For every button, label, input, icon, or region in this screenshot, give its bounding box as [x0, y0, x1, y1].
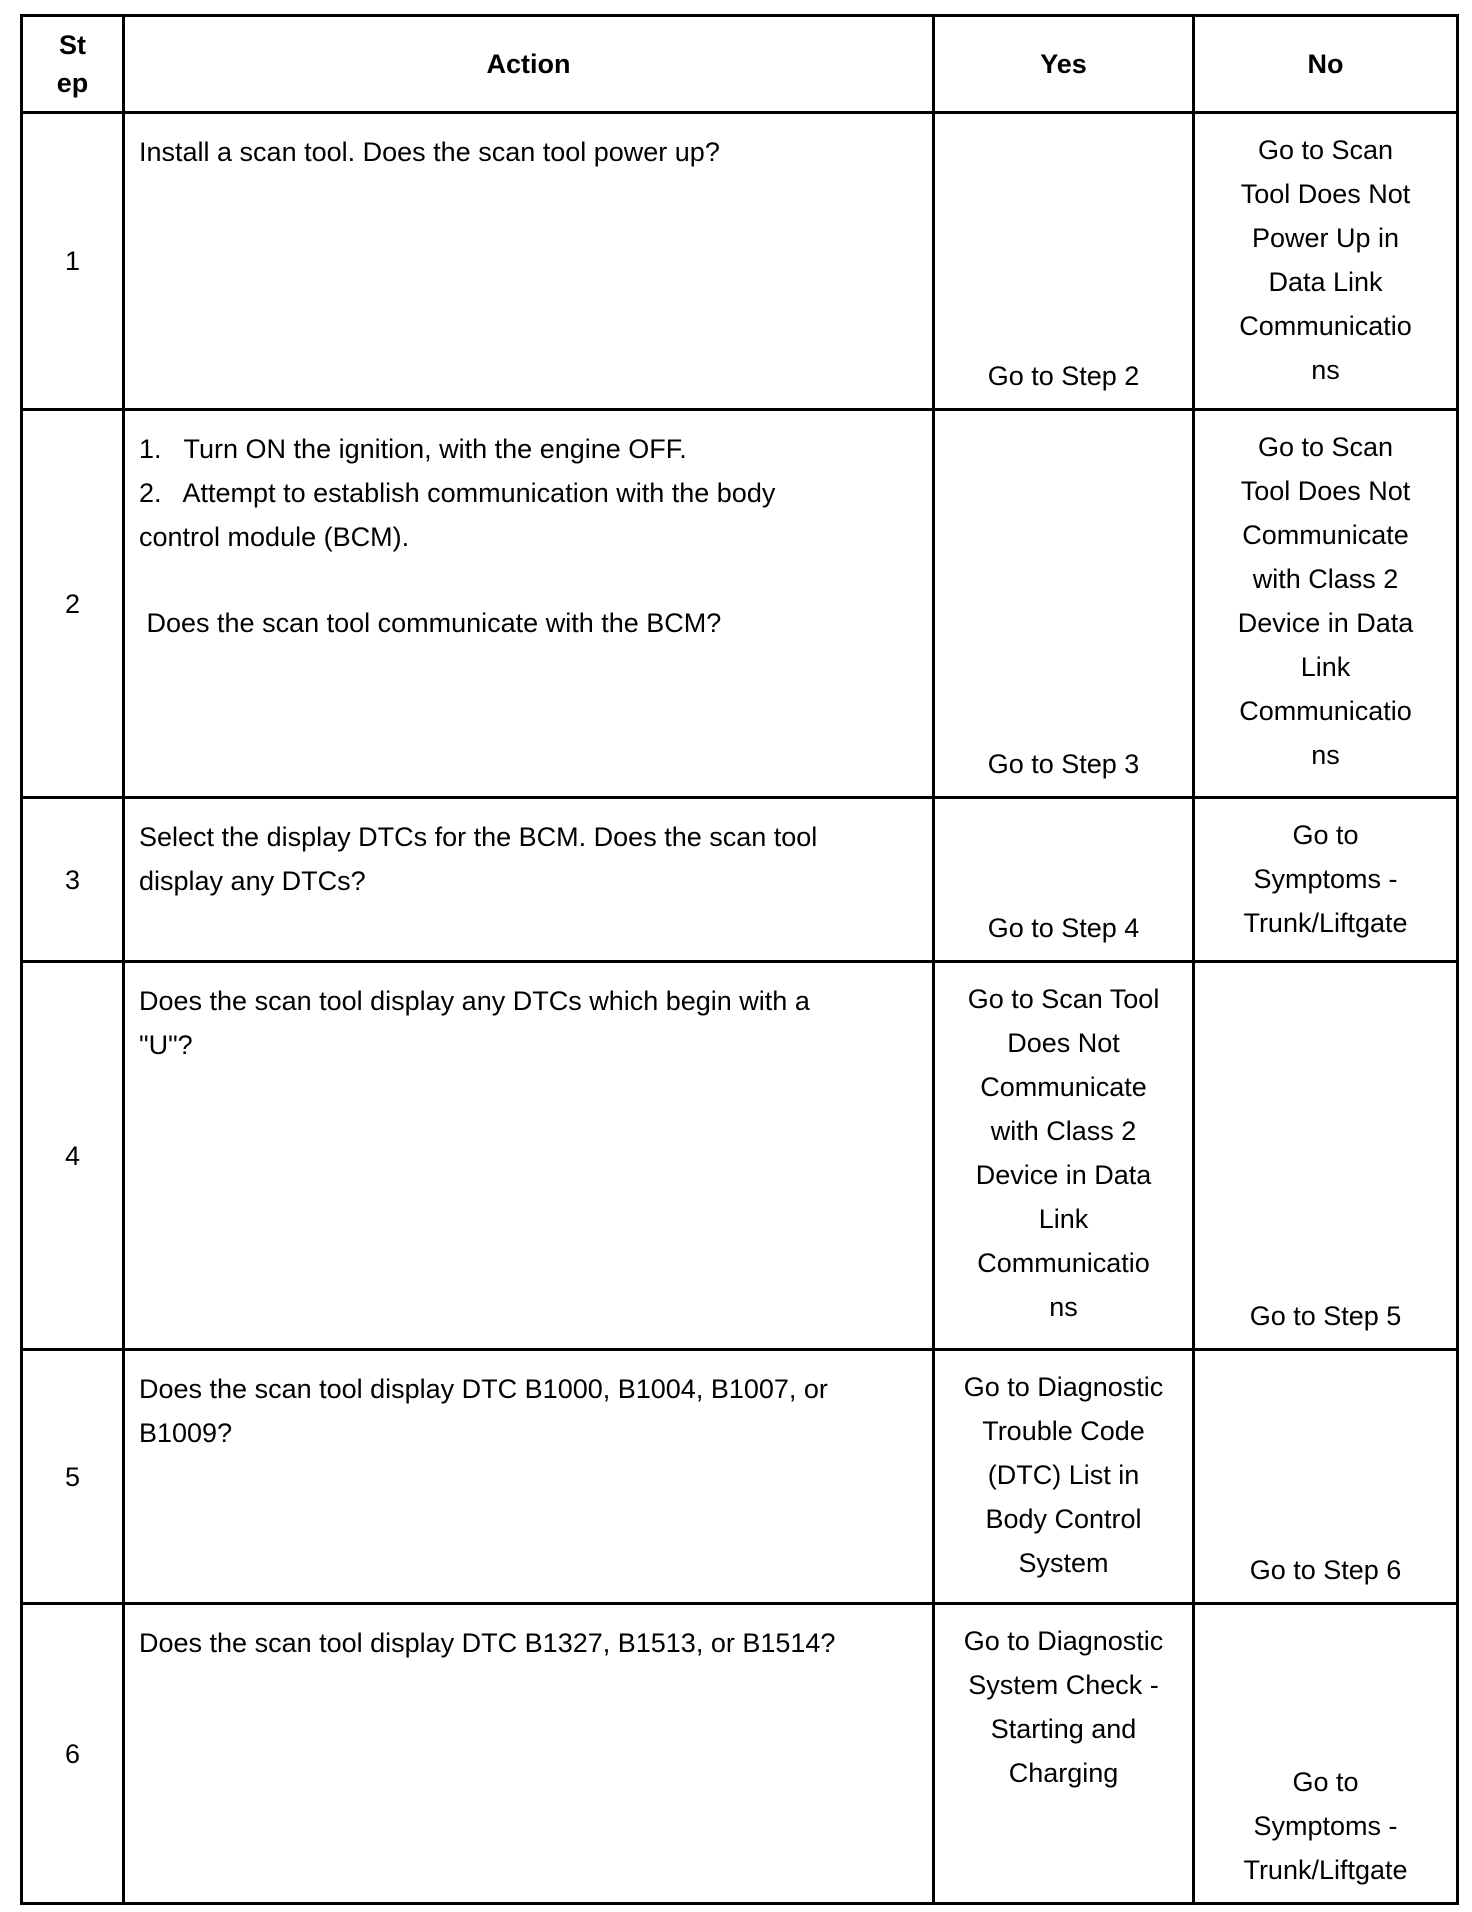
table-row — [22, 798, 1458, 962]
no-line: Go to — [1292, 1767, 1359, 1797]
table-row — [22, 1350, 1458, 1604]
yes-line: Communicate — [980, 1072, 1147, 1102]
no-line: with Class 2 — [1252, 564, 1399, 594]
no-line: Go to Scan — [1257, 135, 1394, 165]
action-cell — [124, 113, 934, 410]
yes-line: Go to Diagnostic — [963, 1626, 1164, 1656]
yes-text — [935, 1351, 1192, 1602]
step-number: 4 — [22, 962, 124, 1350]
action-line: 2. Attempt to establish communication with the body — [139, 478, 776, 508]
yes-line: Body Control — [985, 1504, 1142, 1534]
yes-cell — [934, 410, 1194, 798]
no-line: Trunk/Liftgate — [1243, 908, 1408, 938]
action-line: Does the scan tool display any DTCs which begin with a — [139, 986, 810, 1016]
header-step-line1: St — [59, 30, 86, 60]
no-line: Symptoms - — [1253, 1811, 1398, 1841]
no-line: Go to Step 5 — [1249, 1301, 1402, 1331]
yes-line: Link — [1038, 1204, 1089, 1234]
yes-line: System — [1018, 1548, 1109, 1578]
step-number: 1 — [22, 113, 124, 410]
action-line: display any DTCs? — [139, 866, 366, 896]
yes-line: Go to Step 4 — [987, 913, 1140, 943]
step-number: 5 — [22, 1350, 124, 1604]
yes-line: Starting and — [990, 1714, 1137, 1744]
no-cell — [1194, 410, 1458, 798]
header-step — [22, 16, 124, 113]
yes-text — [935, 114, 1192, 408]
diagnostic-table — [20, 14, 1459, 1905]
action-cell — [124, 1350, 934, 1604]
no-cell — [1194, 113, 1458, 410]
no-line: ns — [1311, 740, 1340, 770]
no-line: Go to Scan — [1257, 432, 1394, 462]
action-cell — [124, 798, 934, 962]
yes-line: Trouble Code — [982, 1416, 1145, 1446]
action-line: 1. Turn ON the ignition, with the engine OFF. — [139, 434, 687, 464]
yes-line: Go to Diagnostic — [963, 1372, 1164, 1402]
table-row — [22, 962, 1458, 1350]
yes-cell — [934, 962, 1194, 1350]
action-line: Does the scan tool display DTC B1000, B1004, B1007, or — [139, 1374, 828, 1404]
no-cell — [1194, 798, 1458, 962]
action-cell — [124, 410, 934, 798]
yes-text — [935, 963, 1192, 1348]
header-step-line2: ep — [56, 68, 89, 98]
yes-text — [935, 411, 1192, 796]
no-line: Trunk/Liftgate — [1243, 1855, 1408, 1885]
yes-text — [935, 799, 1192, 960]
yes-cell — [934, 1350, 1194, 1604]
header-yes: Yes — [934, 16, 1194, 113]
no-text — [1195, 963, 1456, 1348]
action-line: Install a scan tool. Does the scan tool power up? — [139, 137, 720, 167]
action-line: Select the display DTCs for the BCM. Does the scan tool — [139, 822, 818, 852]
yes-line: Communicatio — [977, 1248, 1150, 1278]
action-cell — [124, 1604, 934, 1904]
table-row — [22, 113, 1458, 410]
yes-line: Charging — [1008, 1758, 1119, 1788]
action-line: B1009? — [139, 1418, 233, 1448]
yes-line: Go to Step 3 — [987, 749, 1140, 779]
no-line: Communicatio — [1239, 311, 1412, 341]
yes-cell — [934, 113, 1194, 410]
step-number: 6 — [22, 1604, 124, 1904]
no-cell — [1194, 962, 1458, 1350]
action-line — [139, 559, 918, 601]
step-number: 2 — [22, 410, 124, 798]
no-line: Tool Does Not — [1240, 476, 1411, 506]
action-cell — [124, 962, 934, 1350]
yes-line: (DTC) List in — [987, 1460, 1140, 1490]
header-no: No — [1194, 16, 1458, 113]
no-line: Device in Data — [1237, 608, 1414, 638]
no-line: Data Link — [1268, 267, 1383, 297]
no-line: Communicate — [1242, 520, 1409, 550]
action-line: Does the scan tool display DTC B1327, B1513, or B1514? — [139, 1628, 836, 1658]
yes-line: with Class 2 — [990, 1116, 1137, 1146]
yes-text — [935, 1605, 1192, 1902]
no-line: Symptoms - — [1253, 864, 1398, 894]
header-action: Action — [124, 16, 934, 113]
yes-cell — [934, 798, 1194, 962]
yes-line: Go to Scan Tool — [967, 984, 1160, 1014]
yes-line: Does Not — [1007, 1028, 1120, 1058]
header-row — [22, 16, 1458, 113]
table-row — [22, 1604, 1458, 1904]
no-cell — [1194, 1350, 1458, 1604]
yes-line: ns — [1049, 1292, 1078, 1322]
table-row — [22, 410, 1458, 798]
no-line: Go to Step 6 — [1249, 1555, 1402, 1585]
no-text — [1195, 799, 1456, 960]
no-line: Communicatio — [1239, 696, 1412, 726]
action-line: Does the scan tool communicate with the BCM? — [139, 608, 722, 638]
no-line: Tool Does Not — [1240, 179, 1411, 209]
no-line: Power Up in — [1251, 223, 1400, 253]
action-line: "U"? — [139, 1030, 193, 1060]
no-line: Go to — [1292, 820, 1359, 850]
yes-line: Device in Data — [975, 1160, 1152, 1190]
no-cell — [1194, 1604, 1458, 1904]
no-text — [1195, 1351, 1456, 1602]
no-text — [1195, 411, 1456, 796]
step-number: 3 — [22, 798, 124, 962]
no-text — [1195, 1605, 1456, 1902]
yes-cell — [934, 1604, 1194, 1904]
no-line: ns — [1311, 355, 1340, 385]
no-text — [1195, 114, 1456, 408]
action-line: control module (BCM). — [139, 522, 410, 552]
yes-line: System Check - — [968, 1670, 1159, 1700]
yes-line: Go to Step 2 — [987, 361, 1140, 391]
no-line: Link — [1300, 652, 1351, 682]
